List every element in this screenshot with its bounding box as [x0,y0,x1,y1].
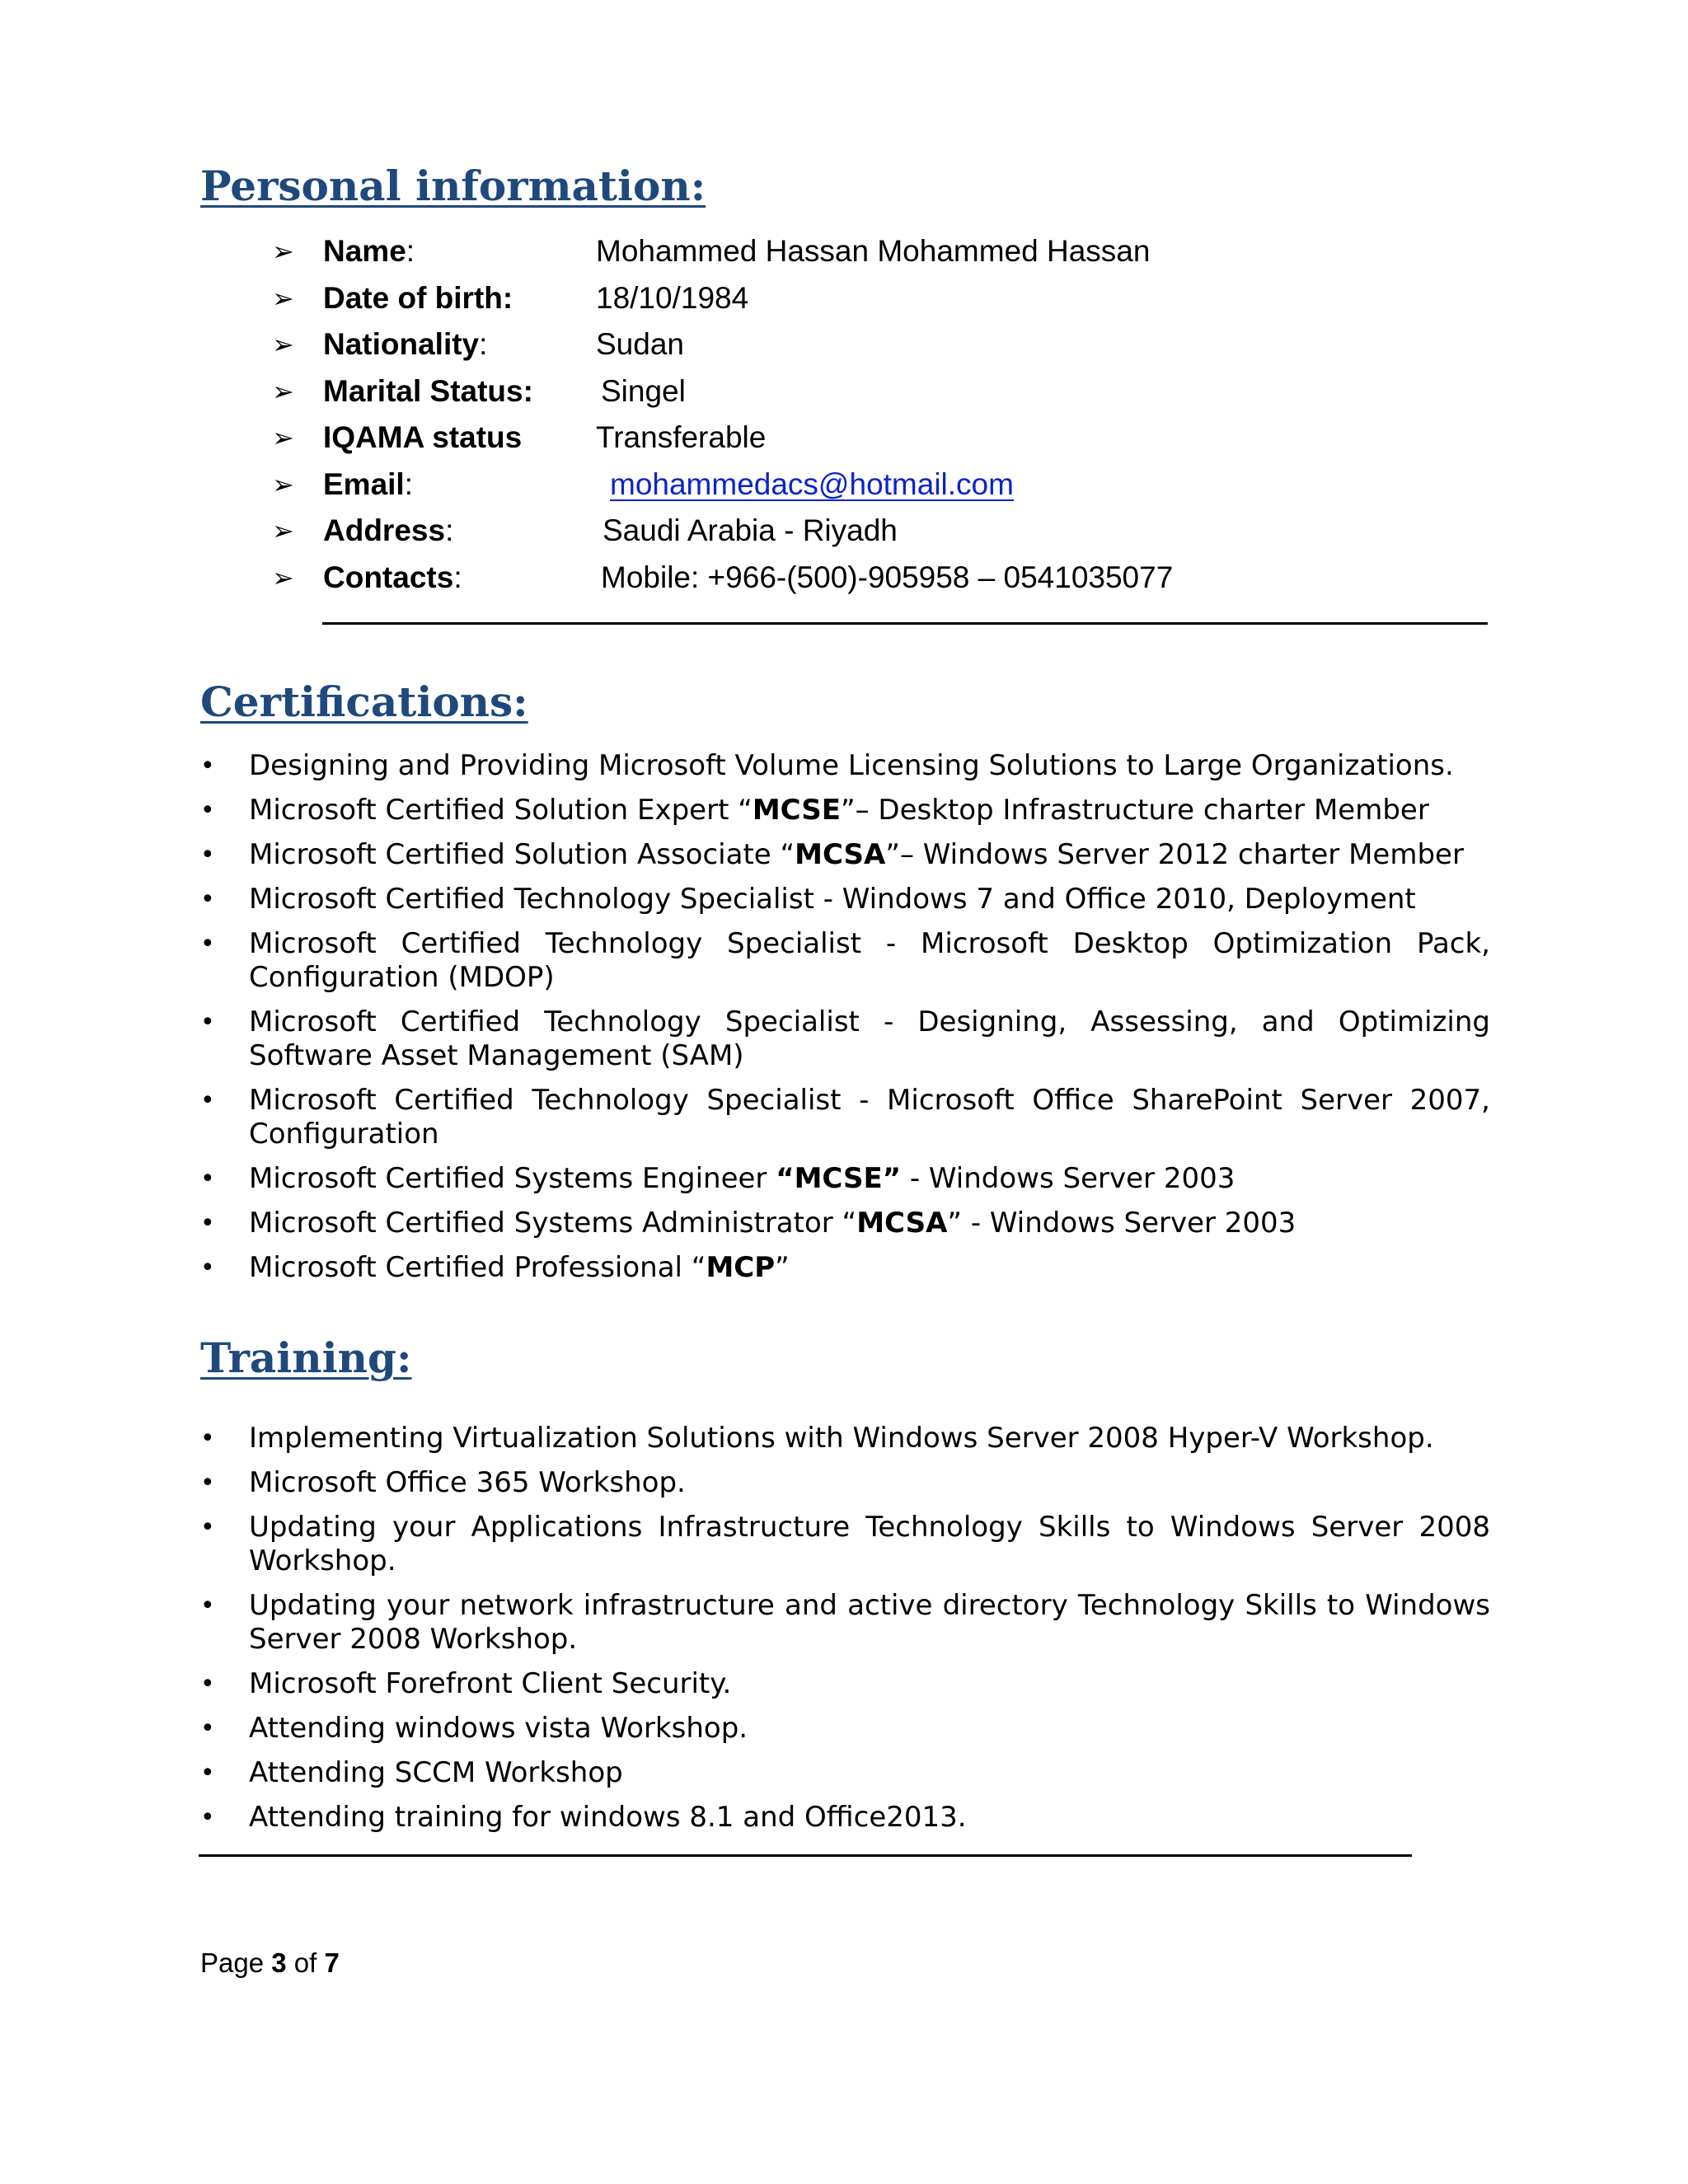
list-item: • Updating your Applications Infrastructure Technology Skills to Windows Server 2008 Workshop. [200,1511,1490,1577]
bullet-dot-icon: • [200,1254,215,1282]
bullet-dot-icon: • [200,1165,215,1193]
bullet-dot-icon: • [200,1008,215,1037]
pi-colon: : [404,466,413,501]
list-item: • Designing and Providing Microsoft Volume Licensing Solutions to Large Organizations. [200,749,1454,782]
arrow-bullet-icon: ➢ [272,376,294,406]
list-item: • Microsoft Certified Technology Specialist - Microsoft Office SharePoint Server 2007, Configuration [200,1084,1490,1151]
list-item: • Microsoft Certified Systems Administrator “MCSA” - Windows Server 2003 [200,1207,1296,1240]
training-heading: Training: [200,1333,412,1382]
bullet-dot-icon: • [200,1714,215,1743]
personal-info-heading: Personal information: [200,162,706,210]
bullet-dot-icon: • [200,885,215,914]
list-item: • Attending SCCM Workshop [200,1756,623,1789]
list-item: • Microsoft Certified Solution Associate “MCSA”– Windows Server 2012 charter Member [200,838,1464,871]
pi-label: Name [323,234,406,268]
list-item: • Microsoft Certified Technology Specialist - Microsoft Desktop Optimization Pack, Configuration (MDOP) [200,927,1490,994]
list-item: • Attending training for windows 8.1 and Office2013. [200,1801,967,1834]
pi-colon: : [406,234,415,268]
bullet-dot-icon: • [200,841,215,869]
list-item: • Implementing Virtualization Solutions with Windows Server 2008 Hyper-V Workshop. [200,1422,1434,1455]
bullet-dot-icon: • [200,752,215,780]
pi-label: Contacts [323,560,454,594]
arrow-bullet-icon: ➢ [272,237,294,266]
bullet-dot-icon: • [200,1469,215,1497]
certifications-list [200,749,1490,1296]
bullet-dot-icon: • [200,1803,215,1832]
bullet-dot-icon: • [200,796,215,825]
arrow-bullet-icon: ➢ [272,423,294,452]
list-item: • Microsoft Certified Technology Specialist - Windows 7 and Office 2010, Deployment [200,883,1416,916]
list-item: • Microsoft Certified Solution Expert “MCSE”– Desktop Infrastructure charter Member [200,794,1429,827]
bullet-dot-icon: • [200,1424,215,1453]
pi-label: Marital Status: [323,373,533,408]
arrow-bullet-icon: ➢ [272,469,294,499]
pi-colon: : [445,513,454,547]
pi-colon: : [479,327,488,361]
pi-value: 18/10/1984 [596,280,749,315]
list-item: • Attending windows vista Workshop. [200,1712,748,1745]
pi-colon: : [453,560,462,594]
pi-value: Singel [601,373,686,408]
bullet-dot-icon: • [200,1759,215,1788]
bullet-dot-icon: • [200,1209,215,1238]
bullet-dot-icon: • [200,1513,215,1542]
pi-label: IQAMA status [323,420,523,454]
pi-label: Email [323,466,405,501]
pi-value: Saudi Arabia - Riyadh [603,513,898,547]
page-number: Page 3 of 7 [200,1947,340,1978]
arrow-bullet-icon: ➢ [272,330,294,359]
list-item: • Updating your network infrastructure and active directory Technology Skills to Windows Server 2008 Workshop. [200,1589,1490,1656]
list-item: • Microsoft Certified Systems Engineer “MCSE” - Windows Server 2003 [200,1162,1236,1195]
certifications-heading: Certifications: [200,677,528,726]
pi-label: Nationality [323,327,480,361]
pi-value: Transferable [596,420,767,454]
training-list [200,1422,1490,1845]
pi-value: Mohammed Hassan Mohammed Hassan [596,234,1151,268]
arrow-bullet-icon: ➢ [272,283,294,313]
pi-value: Sudan [596,327,684,361]
arrow-bullet-icon: ➢ [272,516,294,546]
pi-label: Address [323,513,446,547]
list-item: • Microsoft Certified Professional “MCP” [200,1251,790,1284]
list-item: • Microsoft Certified Technology Specialist - Designing, Assessing, and Optimizing Software Asset Management (SAM) [200,1005,1490,1072]
divider-line [322,622,1488,625]
pi-label: Date of birth: [323,280,513,315]
email-link[interactable]: mohammedacs@hotmail.com [610,466,1014,501]
list-item: • Microsoft Forefront Client Security. [200,1667,732,1700]
arrow-bullet-icon: ➢ [272,562,294,593]
divider-line [199,1854,1412,1857]
bullet-dot-icon: • [200,1591,215,1620]
bullet-dot-icon: • [200,1670,215,1699]
bullet-dot-icon: • [200,930,215,958]
bullet-dot-icon: • [200,1086,215,1115]
pi-value: Mobile: +966-(500)-905958 – 0541035077 [601,560,1174,594]
list-item: • Microsoft Office 365 Workshop. [200,1466,686,1499]
